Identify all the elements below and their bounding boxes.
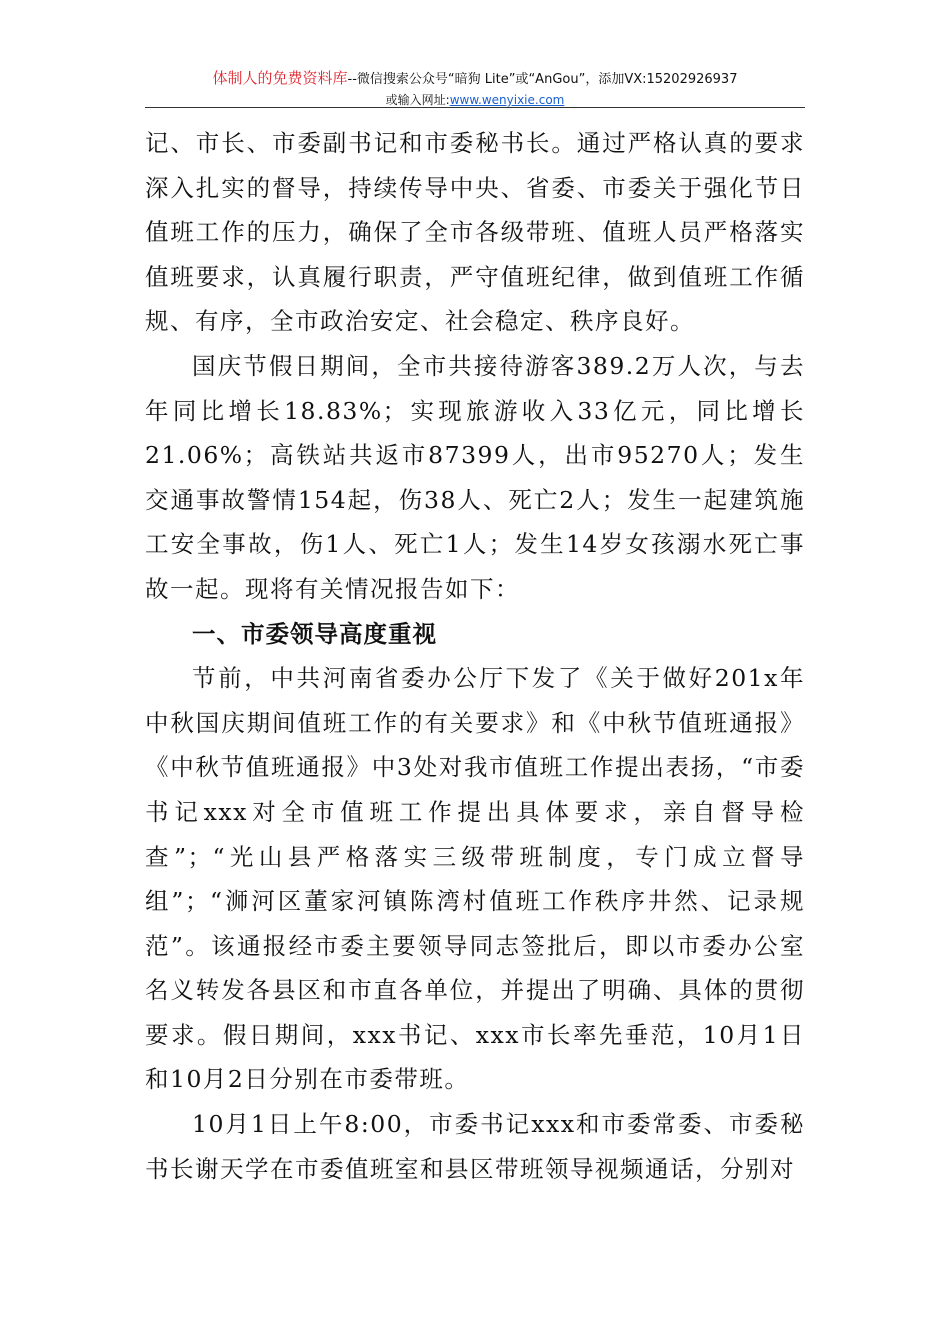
paragraph-2: 国庆节假日期间，全市共接待游客389.2万人次，与去年同比增长18.83%；实现旅游收入33亿元，同比增长21.06%；高铁站共返市87399人，出市95270人；发生交通事故警情154起，伤38人、死亡2人；发生一起建筑施工安全事故，伤1人、死亡1人；发生14岁女孩溺水死亡事故一起。现将有关情况报告如下： [145, 351, 805, 603]
header-url-link[interactable]: www.wenyixie.com [449, 93, 565, 107]
section-heading-1: 一、市委领导高度重视 [192, 619, 437, 648]
paragraph-4: 10月1日上午8:00，市委书记xxx和市委常委、市委秘书长谢天学在市委值班室和县区带班领导视频通话，分别对 [145, 1110, 805, 1183]
page-header [145, 68, 805, 109]
paragraph-3: 节前，中共河南省委办公厅下发了《关于做好201x年中秋国庆期间值班工作的有关要求》和《中秋节值班通报》《中秋节值班通报》中3处对我市值班工作提出表扬，“市委书记xxx对全市值班工作提出具体要求，亲自督导检查”；“光山县严格落实三级带班制度，专门成立督导组”；“浉河区董家河镇陈湾村值班工作秩序井然、记录规范”。该通报经市委主要领导同志签批后，即以市委办公室名义转发各县区和市直各单位，并提出了明确、具体的贯彻要求。假日期间，xxx书记、xxx市长率先垂范，10月1日和10月2日分别在市委带班。 [145, 664, 805, 1094]
document-body [145, 121, 805, 1191]
header-line-1 [145, 68, 805, 90]
paragraph-1: 记、市长、市委副书记和市委秘书长。通过严格认真的要求深入扎实的督导，持续传导中央、省委、市委关于强化节日值班工作的压力，确保了全市各级带班、值班人员严格落实值班要求，认真履行职责，严守值班纪律，做到值班工作循规、有序，全市政治安定、社会稳定、秩序良好。 [145, 129, 805, 336]
header-divider [145, 107, 805, 108]
header-brand: 体制人的免费资料库 [212, 69, 348, 87]
header-info: --微信搜索公众号“暗狗 Lite”或“AnGou”，添加VX:15202926937 [347, 72, 738, 87]
header-url-label: 或输入网址: [385, 93, 450, 107]
